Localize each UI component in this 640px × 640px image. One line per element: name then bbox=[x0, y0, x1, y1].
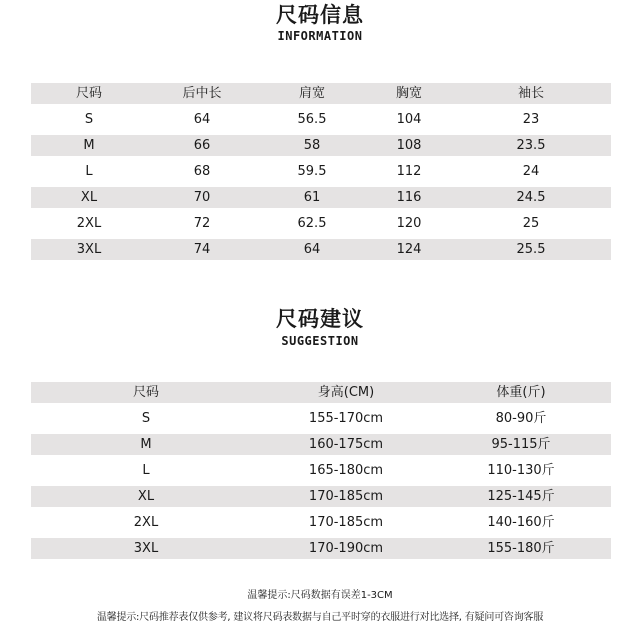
table-cell: 2XL bbox=[31, 512, 261, 533]
table-cell: 120 bbox=[367, 213, 451, 234]
tolerance-note: 温馨提示:尺码数据有误差1-3CM bbox=[247, 590, 393, 601]
table-cell: 2XL bbox=[31, 213, 147, 234]
table-cell: L bbox=[31, 161, 147, 182]
suggestion-title: 尺码建议 bbox=[276, 307, 364, 331]
header-cell-height: 身高(CM) bbox=[261, 382, 431, 403]
table-cell: XL bbox=[31, 187, 147, 208]
header-cell-size: 尺码 bbox=[31, 382, 261, 403]
table-row bbox=[31, 239, 611, 260]
table-row bbox=[31, 434, 611, 455]
table-cell: 165-180cm bbox=[261, 460, 431, 481]
table-cell: 66 bbox=[147, 135, 257, 156]
table-cell: 68 bbox=[147, 161, 257, 182]
table-cell: L bbox=[31, 460, 261, 481]
information-table bbox=[31, 78, 611, 265]
table-cell: 24 bbox=[451, 161, 611, 182]
suggestion-table bbox=[31, 377, 611, 564]
table-cell: 170-185cm bbox=[261, 512, 431, 533]
table-cell: 23.5 bbox=[451, 135, 611, 156]
table-row bbox=[31, 460, 611, 481]
table-cell: 64 bbox=[147, 109, 257, 130]
table-cell: 116 bbox=[367, 187, 451, 208]
table-row bbox=[31, 161, 611, 182]
table-cell: S bbox=[31, 109, 147, 130]
table-cell: 3XL bbox=[31, 538, 261, 559]
table-cell: XL bbox=[31, 486, 261, 507]
table-cell: 3XL bbox=[31, 239, 147, 260]
table-cell: 95-115斤 bbox=[431, 434, 611, 455]
table-cell: 170-185cm bbox=[261, 486, 431, 507]
header-cell-sleeve: 袖长 bbox=[451, 83, 611, 104]
table-cell: 155-170cm bbox=[261, 408, 431, 429]
suggestion-header-row bbox=[31, 382, 611, 403]
suggestion-subtitle: SUGGESTION bbox=[281, 334, 359, 348]
table-row bbox=[31, 486, 611, 507]
table-cell: 155-180斤 bbox=[431, 538, 611, 559]
table-cell: 170-190cm bbox=[261, 538, 431, 559]
table-cell: 110-130斤 bbox=[431, 460, 611, 481]
information-subtitle: INFORMATION bbox=[277, 29, 363, 43]
table-cell: M bbox=[31, 434, 261, 455]
table-cell: 112 bbox=[367, 161, 451, 182]
table-cell: 74 bbox=[147, 239, 257, 260]
header-cell-chest: 胸宽 bbox=[367, 83, 451, 104]
table-cell: 58 bbox=[257, 135, 367, 156]
table-cell: 140-160斤 bbox=[431, 512, 611, 533]
table-cell: 80-90斤 bbox=[431, 408, 611, 429]
table-row bbox=[31, 512, 611, 533]
table-cell: 160-175cm bbox=[261, 434, 431, 455]
table-cell: S bbox=[31, 408, 261, 429]
table-cell: M bbox=[31, 135, 147, 156]
table-cell: 23 bbox=[451, 109, 611, 130]
table-row bbox=[31, 109, 611, 130]
table-cell: 108 bbox=[367, 135, 451, 156]
table-row bbox=[31, 408, 611, 429]
header-cell-back-length: 后中长 bbox=[147, 83, 257, 104]
information-title: 尺码信息 bbox=[276, 3, 364, 27]
table-row bbox=[31, 538, 611, 559]
header-cell-weight: 体重(斤) bbox=[431, 382, 611, 403]
table-cell: 64 bbox=[257, 239, 367, 260]
table-cell: 56.5 bbox=[257, 109, 367, 130]
table-cell: 59.5 bbox=[257, 161, 367, 182]
table-cell: 61 bbox=[257, 187, 367, 208]
header-cell-size: 尺码 bbox=[31, 83, 147, 104]
table-row bbox=[31, 213, 611, 234]
table-row bbox=[31, 135, 611, 156]
table-cell: 25 bbox=[451, 213, 611, 234]
table-cell: 72 bbox=[147, 213, 257, 234]
table-cell: 124 bbox=[367, 239, 451, 260]
advice-note: 温馨提示:尺码推荐表仅供参考, 建议将尺码表数据与自己平时穿的衣服进行对比选择, 有疑问可咨询客服 bbox=[96, 612, 544, 623]
table-cell: 70 bbox=[147, 187, 257, 208]
table-cell: 62.5 bbox=[257, 213, 367, 234]
table-row bbox=[31, 187, 611, 208]
table-cell: 25.5 bbox=[451, 239, 611, 260]
table-cell: 125-145斤 bbox=[431, 486, 611, 507]
header-cell-shoulder: 肩宽 bbox=[257, 83, 367, 104]
information-header-row bbox=[31, 83, 611, 104]
table-cell: 104 bbox=[367, 109, 451, 130]
table-cell: 24.5 bbox=[451, 187, 611, 208]
